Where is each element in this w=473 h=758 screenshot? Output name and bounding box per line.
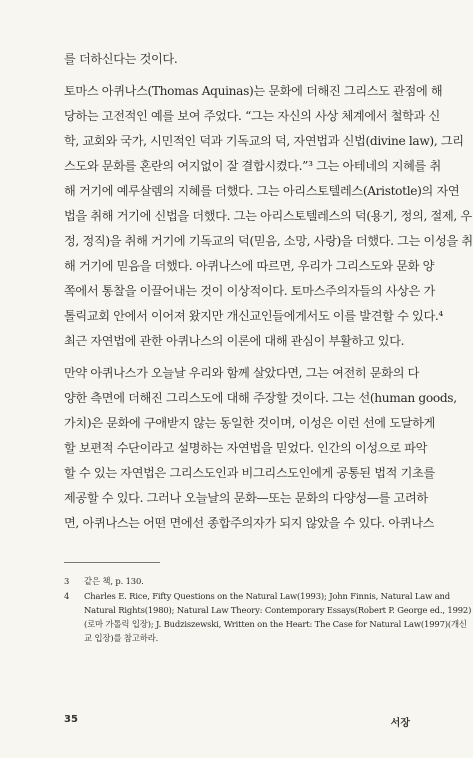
body-line: 정, 정직)을 취해 거기에 기독교의 덕(믿음, 소망, 사랑)을 더했다. 그는 이성을 취 [64, 234, 473, 248]
body-line: 스도와 문화를 혼란의 여지없이 잘 결합시켰다.”³ 그는 아테네의 지혜를 취 [64, 159, 441, 173]
body-line: 법을 취해 거기에 신법을 더했다. 그는 아리스토텔레스의 덕(용기, 정의, 절제, 우 [64, 209, 472, 223]
footnote-4 [64, 590, 450, 602]
body-line: 면, 아퀴나스는 어떤 면에선 종합주의자가 되지 않았을 수 있다. 아퀴나스 [64, 516, 435, 530]
footnote-3 [64, 575, 410, 587]
section-title: 서장 [390, 718, 410, 729]
footnote-number: 4 [64, 591, 70, 601]
footnote-divider [64, 562, 160, 563]
footnote-text: Natural Rights(1980); Natural Law Theory: Contemporary Essays(Robert P. George ed., 1992) [84, 605, 472, 615]
body-line: 쪽에서 통찰을 이끌어내는 것이 이상적이다. 토마스주의자들의 사상은 가 [64, 284, 435, 298]
body-line: 제공할 수 있다. 그러나 오늘날의 문화—또는 문화의 다양성—를 고려하 [64, 491, 428, 505]
body-line: 를 더하신다는 것이다. [64, 52, 178, 66]
body-line: 할 보편적 수단이라고 설명하는 자연법을 믿었다. 인간의 이성으로 파악 [64, 441, 427, 455]
body-line: 해 거기에 예루살렘의 지혜를 더했다. 그는 아리스토텔레스(Aristotle)의 자연 [64, 184, 460, 198]
footnote-text: (로마 가톨릭 입장); J. Budziszewski, Written on the Heart: The Case for Natural Law(1997)(개신 [84, 619, 467, 629]
body-line: 해 거기에 믿음을 더했다. 아퀴나스에 따르면, 우리가 그리스도와 문화 양 [64, 259, 435, 273]
body-line: 만약 아퀴나스가 오늘날 우리와 함께 살았다면, 그는 여전히 문화의 다 [64, 366, 420, 380]
body-line: 양한 측면에 더해진 그리스도에 대해 주장할 것이다. 그는 선(human goods, [64, 391, 457, 405]
body-line: 톨릭교회 안에서 이어져 왔지만 개신교인들에게서도 이를 발견할 수 있다.⁴ [64, 309, 443, 323]
footnote-text: 교 입장)를 참고하라. [84, 633, 159, 643]
body-line: 최근 자연법에 관한 아퀴나스의 이론에 대해 관심이 부활하고 있다. [64, 334, 405, 348]
body-line: 학, 교회와 국가, 시민적인 덕과 기독교의 덕, 자연법과 신법(divine law), 그리 [64, 134, 464, 148]
body-line: 할 수 있는 자연법은 그리스도인과 비그리스도인에게 공통된 법적 기초를 [64, 466, 435, 480]
body-line: 당하는 고전적인 예를 보여 주었다. “그는 자신의 사상 체계에서 철학과 신 [64, 109, 440, 123]
footnote-text: Charles E. Rice, Fifty Questions on the Natural Law(1993); John Finnis, Natural Law and [84, 591, 450, 601]
page-number: 35 [64, 714, 78, 725]
body-line: 가치)은 문화에 구애받지 않는 동일한 것이며, 이성은 이런 선에 도달하게 [64, 416, 435, 430]
footnote-text: 같은 책, p. 130. [84, 576, 144, 586]
footnote-number: 3 [64, 576, 70, 586]
body-line: 토마스 아퀴나스(Thomas Aquinas)는 문화에 더해진 그리스도 관점에 해 [64, 84, 443, 98]
